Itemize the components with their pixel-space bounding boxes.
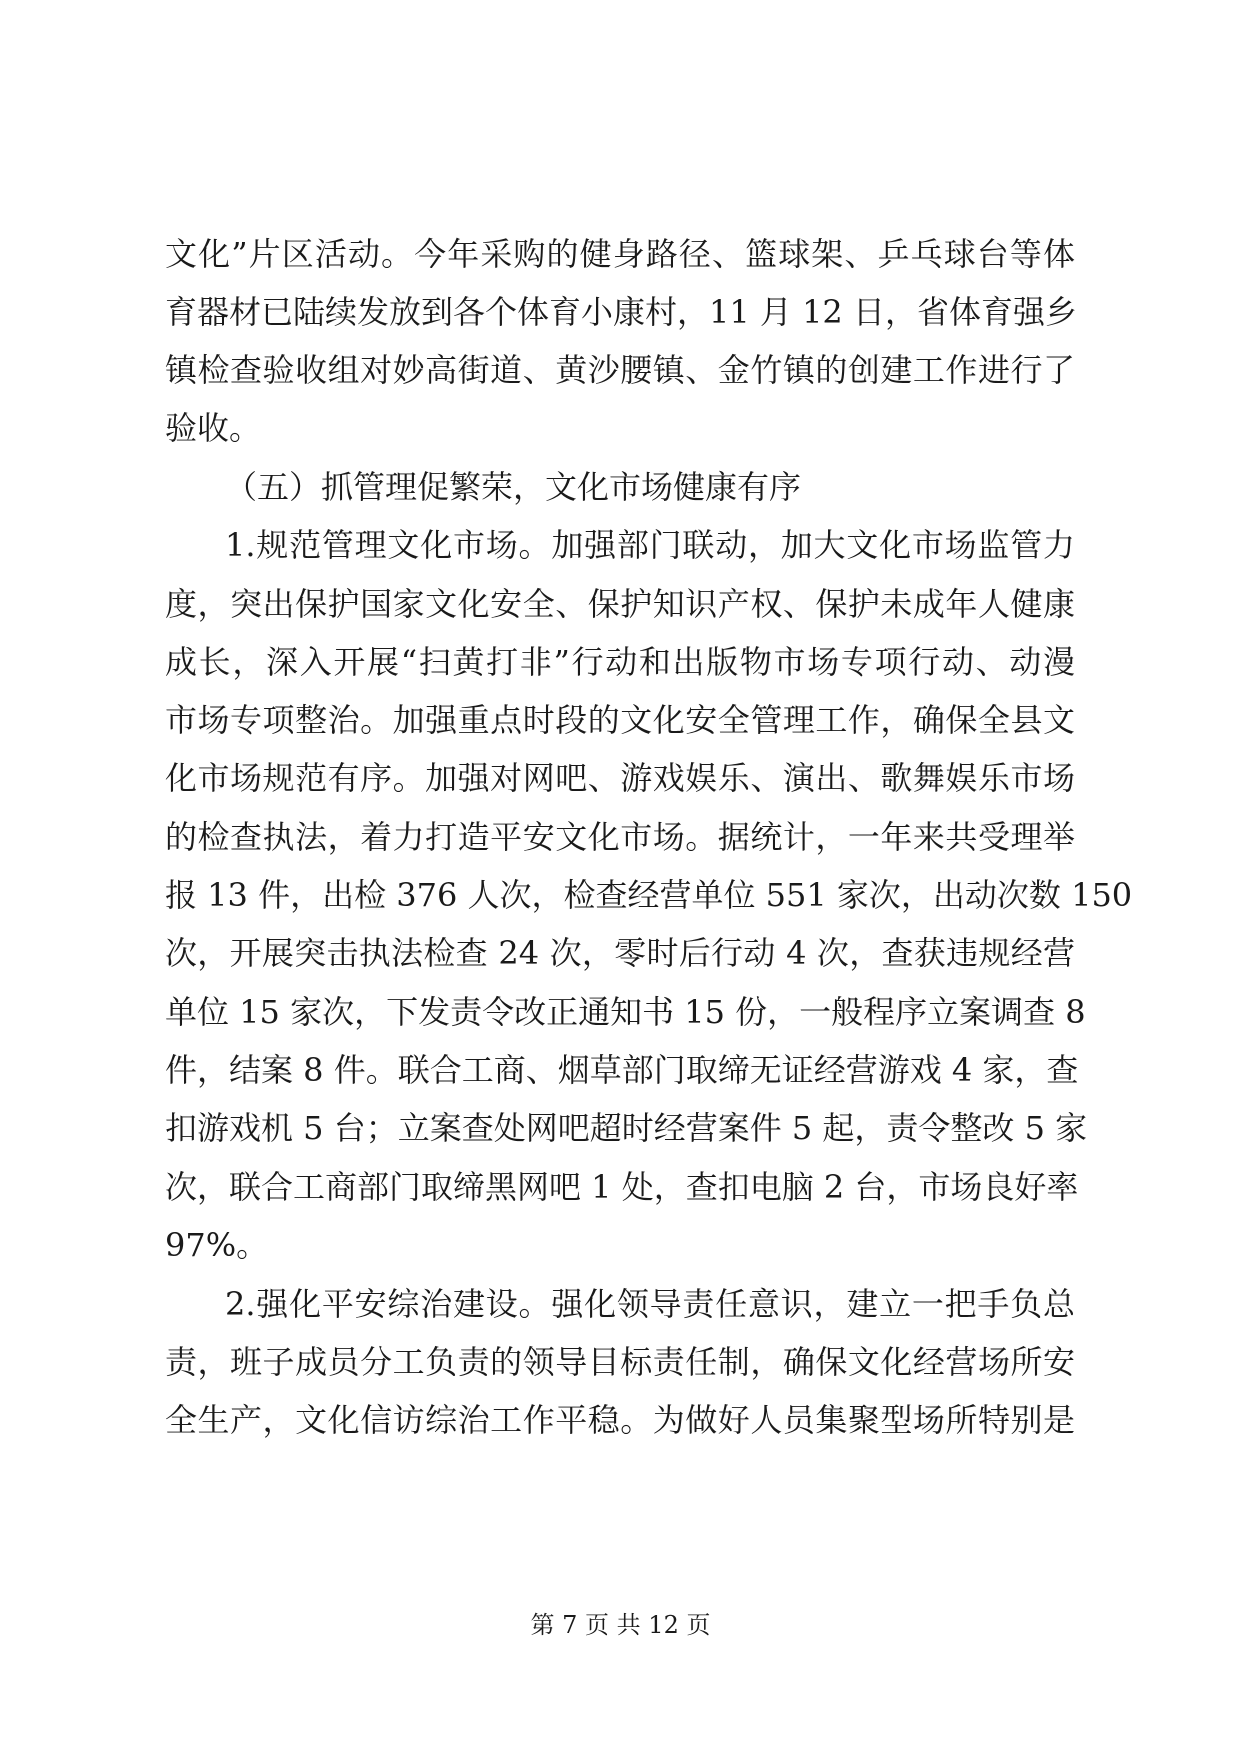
text-line: 次，联合工商部门取缔黑网吧 1 处，查扣电脑 2 台，市场良好率 (165, 1168, 1079, 1206)
text-line: 验收。 (165, 409, 262, 447)
text-line: 次，开展突击执法检查 24 次，零时后行动 4 次，查获违规经营 (165, 934, 1075, 972)
text-line: 文化”片区活动。今年采购的健身路径、篮球架、乒乓球台等体 (165, 235, 1075, 273)
text-line: 单位 15 家次，下发责令改正通知书 15 份，一般程序立案调查 8 (165, 993, 1086, 1031)
text-line: 化市场规范有序。加强对网吧、游戏娱乐、演出、歌舞娱乐市场 (165, 759, 1075, 797)
text-line: 成长，深入开展“扫黄打非”行动和出版物市场专项行动、动漫 (165, 643, 1075, 681)
page-footer: 第 7 页 共 12 页 (530, 1611, 711, 1639)
text-line: 责，班子成员分工负责的领导目标责任制，确保文化经营场所安 (165, 1343, 1075, 1381)
text-line: 度，突出保护国家文化安全、保护知识产权、保护未成年人健康 (165, 585, 1075, 623)
paragraph-start: 2.强化平安综治建设。强化领导责任意识，建立一把手负总 (225, 1285, 1075, 1323)
text-line: 市场专项整治。加强重点时段的文化安全管理工作，确保全县文 (165, 701, 1075, 739)
section-heading: （五）抓管理促繁荣，文化市场健康有序 (225, 468, 802, 506)
text-line: 育器材已陆续发放到各个体育小康村，11 月 12 日，省体育强乡 (165, 293, 1077, 331)
text-line: 扣游戏机 5 台；立案查处网吧超时经营案件 5 起，责令整改 5 家 (165, 1109, 1088, 1147)
text-line: 件，结案 8 件。联合工商、烟草部门取缔无证经营游戏 4 家，查 (165, 1051, 1079, 1089)
text-line: 报 13 件，出检 376 人次，检查经营单位 551 家次，出动次数 150 (165, 876, 1133, 914)
text-line: 97%。 (165, 1226, 269, 1264)
text-line: 的检查执法，着力打造平安文化市场。据统计，一年来共受理举 (165, 818, 1075, 856)
paragraph-start: 1.规范管理文化市场。加强部门联动，加大文化市场监管力 (225, 526, 1075, 564)
text-line: 全生产，文化信访综治工作平稳。为做好人员集聚型场所特别是 (165, 1401, 1075, 1439)
text-line: 镇检查验收组对妙高街道、黄沙腰镇、金竹镇的创建工作进行了 (165, 351, 1075, 389)
